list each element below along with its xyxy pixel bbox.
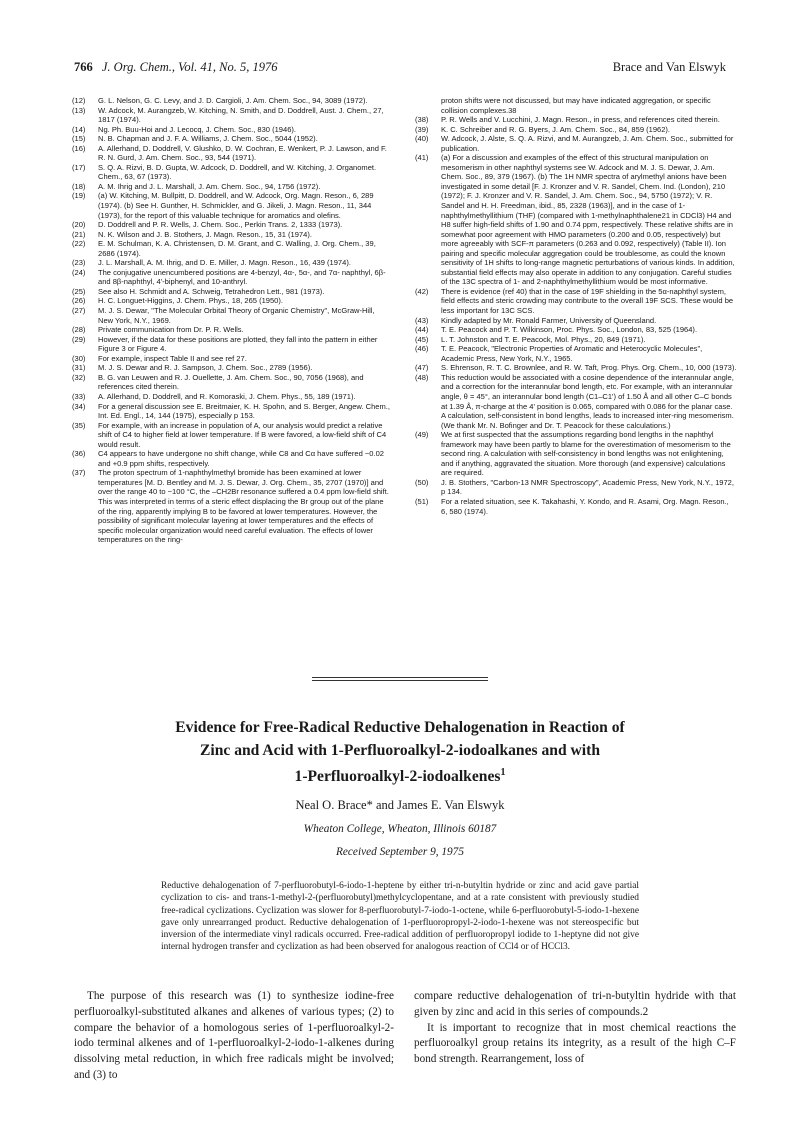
reference-text: S. Q. A. Rizvi, B. D. Gupta, W. Adcock, D. Doddrell, and W. Kitching, J. Organomet. Chem., 63, 67 (1973).: [98, 162, 377, 182]
reference-number: (16): [72, 143, 86, 153]
reference-text: J. B. Stothers, "Carbon-13 NMR Spectroscopy", Academic Press, New York, N.Y., 1972, p 134.: [441, 477, 734, 497]
reference-item: [415, 115, 737, 125]
references-left-column: [72, 96, 390, 545]
reference-text: S. Ehrenson, R. T. C. Brownlee, and R. W. Taft, Prog. Phys. Org. Chem., 10, 000 (1973).: [441, 363, 737, 373]
reference-text: Ng. Ph. Buu-Hoi and J. Lecocq, J. Chem. Soc., 830 (1946).: [98, 124, 296, 134]
reference-item: [72, 230, 390, 240]
reference-item: [72, 106, 390, 125]
reference-number: (41): [415, 153, 429, 163]
reference-text: The conjugative unencumbered positions are 4-benzyl, 4α-, 5α-, and 7α- naphthyl, 6β- and 8β-naphthyl, 4'-biphenyl, and 10-anthryl.: [98, 267, 386, 287]
title-footnote-mark: 1: [500, 767, 506, 778]
reference-item: [72, 449, 390, 468]
reference-number: (43): [415, 315, 429, 325]
reference-item: [415, 125, 737, 135]
reference-item: [72, 354, 390, 364]
reference-text: M. J. S. Dewar, "The Molecular Orbital Theory of Organic Chemistry", McGraw-Hill, New York, N.Y., 1969.: [98, 306, 375, 325]
reference-number: (49): [415, 430, 429, 440]
reference-item: [72, 182, 390, 192]
reference-text: For a general discussion see E. Breitmaier, K. H. Spohn, and S. Berger, Angew. Chem., Int. Ed. Engl., 14, 144 (1975), especially p 153.: [98, 401, 390, 421]
abstract: Reductive dehalogenation of 7-perfluorobutyl-6-iodo-1-heptene by either tri-n-butyltin hydride or zinc and acid gave partial cyclization to cis- and trans-1-methyl-2-(perfluorobutyl)methylcyclopentane, and at a rate consistent with previously studied free-radical cyclizations. Cyclization was slower for 8-perfluorobutyl-7-iodo-1-octene, while 6-perfluorobutyl-5-iodo-1-hexene gave only unrearranged product. Reductive dehalogenation of 1-perfluoropropyl-2-iodo-1-hexene was not stereospecific but inversion of the intermediate vinyl radicals occurred. Free-radical addition of perfluoropropyl iodide to 1-heptyne did not give internal hydrogen transfer and cyclization as had been observed for analogous reaction of CCl4 or of HCCl3.: [161, 881, 639, 953]
reference-text: Private communication from Dr. P. R. Wells.: [98, 325, 244, 335]
reference-text: For example, inspect Table II and see ref 27.: [98, 353, 247, 363]
reference-text: However, if the data for these positions are plotted, they fall into the pattern in either Figure 3 or Figure 4.: [98, 334, 378, 354]
reference-number: (46): [415, 344, 429, 354]
reference-number: (31): [72, 363, 86, 373]
reference-item: [72, 96, 390, 106]
reference-text: W. Adcock, M. Aurangzeb, W. Kitching, N. Smith, and D. Doddrell, Aust. J. Chem., 27, 1817 (1974).: [98, 105, 384, 125]
reference-text: (a) W. Kitching, M. Bullpitt, D. Doddrell, and W. Adcock, Org. Magn. Reson., 6, 289 (1974). (b) See H. Gunther, H. Schmickler, and G. Jikeli, J. Magn. Reson., 11, 344 (1973), for the report of this valuable technique for aromatics and olefins.: [98, 191, 374, 220]
reference-text: B. G. van Leuwen and R. J. Ouellette, J. Am. Chem. Soc., 90, 7056 (1968), and references cited therein.: [98, 372, 364, 392]
reference-item: [72, 239, 390, 258]
reference-item: [415, 497, 737, 516]
reference-text: A. Allerhand, D. Doddrell, and R. Komoraski, J. Chem. Phys., 55, 189 (1971).: [98, 391, 356, 401]
reference-item: [72, 421, 390, 450]
reference-text: This reduction would be associated with a cosine dependence of the interannular angle, and a correction for the interannular bond length, etc. For example, with an interannular angle, θ = 45°, an interannular bond length (C1–C1') of 1.50 Å and all other C–C bonds at 1.39 Å, π-charge at the 4' position is 0.065, compared with 0.086 for the planar case. A calculation, self-consistent in bond lengths, leads to increased inter-ring mesomerism. (We thank Mr. N. Bofinger and Dr. T. Peacock for these calculations.): [441, 372, 734, 430]
received-date: Received September 9, 1975: [336, 846, 464, 858]
reference-text: D. Doddrell and P. R. Wells, J. Chem. Soc., Perkin Trans. 2, 1333 (1973).: [98, 220, 343, 230]
reference-text: The proton spectrum of 1-naphthylmethyl bromide has been examined at lower temperatures [M. D. Bentley and M. J. S. Dewar, J. Org. Chem., 35, 2707 (1970)] and over the range 40 to −100 °C, the –CH2Br resonance suffered a 0.4 ppm low-field shift. This was interpreted in terms of a steric effect displacing the Br group out of the plane of the ring, apparently implying B to be favored at lower temperatures. However, the possibility of significant molecular layering at lower temperatures and the effects of specific molecular organization would need careful evaluation. The effects of lower temperatures on the ring-: [98, 468, 389, 545]
reference-number: (21): [72, 229, 86, 239]
reference-text: P. R. Wells and V. Lucchini, J. Magn. Reson., in press, and references cited therein.: [441, 115, 720, 125]
reference-text: For example, with an increase in population of A, our analysis would predict a relative shift of C4 to higher field at lower temperature. If B were favored, a low-field shift of C4 would result.: [98, 420, 387, 449]
title-line: Evidence for Free-Radical Reductive Dehalogenation in Reaction of: [175, 719, 625, 736]
reference-item: [415, 153, 737, 287]
reference-number: (34): [72, 401, 86, 411]
reference-item: [415, 316, 737, 326]
reference-item: [415, 478, 737, 497]
reference-number: (22): [72, 239, 86, 249]
reference-number: (29): [72, 334, 86, 344]
reference-text: W. Adcock, J. Alste, S. Q. A. Rizvi, and M. Aurangzeb, J. Am. Chem. Soc., submitted for publication.: [441, 134, 734, 153]
reference-text: For a related situation, see K. Takahashi, Y. Kondo, and R. Asami, Org. Magn. Reson., 6, 580 (1974).: [441, 496, 729, 516]
reference-text: N. K. Wilson and J. B. Stothers, J. Magn. Reson., 15, 31 (1974).: [98, 229, 312, 239]
body-paragraph: compare reductive dehalogenation of tri-n-butyltin hydride with that given by zinc and acid in this series of compounds.2: [414, 990, 736, 1018]
reference-item: [72, 163, 390, 182]
reference-number: (45): [415, 334, 429, 344]
reference-text: E. M. Schulman, K. A. Christensen, D. M. Grant, and C. Walling, J. Org. Chem., 39, 2686 (1974).: [98, 239, 376, 258]
reference-item: [72, 325, 390, 335]
reference-number: (38): [415, 115, 429, 125]
reference-number: (32): [72, 372, 86, 382]
reference-number: (39): [415, 124, 429, 134]
reference-text: J. L. Marshall, A. M. Ihrig, and D. E. Miller, J. Magn. Reson., 16, 439 (1974).: [98, 258, 351, 268]
reference-number: (33): [72, 391, 86, 401]
reference-number: (42): [415, 286, 429, 296]
reference-number: (35): [72, 420, 86, 430]
running-head-authors: Brace and Van Elswyk: [612, 60, 726, 74]
reference-number: (44): [415, 325, 429, 335]
body-column-left: [74, 989, 394, 1084]
journal-citation: J. Org. Chem., Vol. 41, No. 5, 1976: [101, 60, 278, 74]
reference-item: [415, 96, 737, 115]
reference-text: N. B. Chapman and J. F. A. Williams, J. Chem. Soc., 5044 (1952).: [98, 134, 318, 144]
reference-text: L. T. Johnston and T. E. Peacock, Mol. Phys., 20, 849 (1971).: [441, 334, 646, 344]
reference-text: We at first suspected that the assumptions regarding bond lengths in the naphthyl framework may have been partly to blame for the overestimation of mesomerism to the second ring. A calculation with self-consistency in bond lengths was not enlightening, and if anything, aggravated the situation. More thorough (and expensive) calculations are required.: [441, 430, 731, 478]
reference-text: A. M. Ihrig and J. L. Marshall, J. Am. Chem. Soc., 94, 1756 (1972).: [98, 181, 321, 191]
reference-number: (37): [72, 468, 86, 478]
reference-item: [72, 268, 390, 287]
reference-text: There is evidence (ref 40) that in the case of 19F shielding in the 5α-naphthyl system, field effects and steric crowding may contribute to the overall 19F SCS. These would be less important for 13C SCS.: [441, 286, 734, 316]
body-paragraph: It is important to recognize that in most chemical reactions the perfluoroalkyl group retains its integrity, as a result of the high C–F bond strength. Rearrangement, loss of: [414, 1021, 736, 1066]
reference-item: [415, 344, 737, 363]
reference-number: (26): [72, 296, 86, 306]
reference-text: T. E. Peacock, "Electronic Properties of Aromatic and Heterocyclic Molecules", Academic Press, New York, N.Y., 1965.: [441, 344, 703, 363]
body-paragraph: The purpose of this research was (1) to synthesize iodine-free perfluoroalkyl-substituted alkanes and alkenes of various types; (2) to compare the behavior of a homologous series of 1-perfluoroalkyl-2-iodo terminal alkenes and of 1-perfluoroalkyl-2-iodo-1-alkenes during dissolving metal reduction, in which free radicals might be involved; and (3) to: [74, 990, 394, 1081]
page-number: 766: [74, 60, 93, 74]
article-authors: Neal O. Brace* and James E. Van Elswyk: [295, 798, 505, 812]
reference-number: (47): [415, 363, 429, 373]
reference-number: (17): [72, 162, 86, 172]
reference-item: [415, 325, 737, 335]
reference-text: H. C. Longuet-Higgins, J. Chem. Phys., 18, 265 (1950).: [98, 296, 283, 306]
reference-number: (14): [72, 124, 86, 134]
reference-number: (36): [72, 449, 86, 459]
reference-number: (15): [72, 134, 86, 144]
reference-number: (18): [72, 181, 86, 191]
reference-number: (24): [72, 267, 86, 277]
reference-item: [72, 468, 390, 544]
reference-number: (12): [72, 96, 86, 105]
reference-item: [72, 134, 390, 144]
reference-item: [72, 392, 390, 402]
reference-number: (30): [72, 353, 86, 363]
reference-number: (40): [415, 134, 429, 144]
reference-item: [415, 335, 737, 345]
reference-item: [72, 220, 390, 230]
reference-number: (20): [72, 220, 86, 230]
reference-item: [72, 296, 390, 306]
reference-text: T. E. Peacock and P. T. Wilkinson, Proc. Phys. Soc., London, 83, 525 (1964).: [441, 325, 698, 335]
reference-text: proton shifts were not discussed, but may have indicated aggregation, or specific collision complexes.38: [441, 96, 711, 115]
reference-item: [415, 373, 737, 430]
section-divider-top: [312, 677, 488, 678]
reference-item: [415, 287, 737, 316]
reference-text: A. Allerhand, D. Doddrell, V. Glushko, D. W. Cochran, E. Wenkert, P. J. Lawson, and F. R. N. Gurd, J. Am. Chem. Soc., 93, 544 (1971).: [98, 143, 387, 163]
reference-number: (13): [72, 105, 86, 115]
reference-item: [415, 363, 737, 373]
article-title: [80, 717, 720, 789]
reference-number: (25): [72, 286, 86, 296]
reference-text: K. C. Schreiber and R. G. Byers, J. Am. Chem. Soc., 84, 859 (1962).: [441, 124, 671, 134]
reference-item: [72, 125, 390, 135]
section-divider-bottom: [312, 680, 488, 681]
reference-number: (27): [72, 306, 86, 316]
running-head-left: [74, 60, 277, 75]
title-line: Zinc and Acid with 1-Perfluoroalkyl-2-iodoalkanes and with: [199, 741, 600, 759]
running-head: [74, 60, 726, 76]
reference-item: [415, 134, 737, 153]
reference-text: Kindly adapted by Mr. Ronald Farmer, University of Queensland.: [441, 315, 657, 325]
reference-number: (48): [415, 372, 429, 382]
reference-number: (23): [72, 258, 86, 268]
reference-item: [72, 363, 390, 373]
reference-item: [72, 373, 390, 392]
title-line: [80, 762, 720, 789]
body-column-right: [414, 989, 736, 1068]
reference-text: C4 appears to have undergone no shift change, while C8 and Cα have suffered −0.02 and +0.9 ppm shifts, respectively.: [98, 449, 384, 468]
reference-item: [415, 430, 737, 478]
reference-item: [72, 287, 390, 297]
reference-text: See also H. Schmidt and A. Schweig, Tetrahedron Lett., 981 (1973).: [98, 286, 325, 296]
reference-text: M. J. S. Dewar and R. J. Sampson, J. Chem. Soc., 2789 (1956).: [98, 363, 313, 373]
reference-item: [72, 306, 390, 325]
reference-number: (50): [415, 477, 429, 487]
author-affiliation: Wheaton College, Wheaton, Illinois 60187: [303, 823, 497, 835]
reference-item: [72, 144, 390, 163]
reference-item: [72, 258, 390, 268]
reference-number: (28): [72, 325, 86, 335]
reference-item: [72, 335, 390, 354]
references-right-column: [415, 96, 737, 516]
reference-item: [72, 191, 390, 220]
reference-item: [72, 402, 390, 421]
reference-text: G. L. Nelson, G. C. Levy, and J. D. Cargioli, J. Am. Chem. Soc., 94, 3089 (1972).: [98, 96, 368, 105]
reference-text: (a) For a discussion and examples of the effect of this structural manipulation on mesomerism in other naphthyl systems see W. Adcock and M. J. S. Dewar, J. Am. Chem. Soc., 89, 379 (1967). (b) The 1H NMR spectra of arylmethyl anions have been investigated in some detail [F. J. Kronzer and V. R. Sandel, Chem. Ind. (London), 210 (1972); F. J. Kronzer and V. R. Sandel, J. Am. Chem. Soc., 94, 5750 (1972); V. R. Sandel and H. H. Freedman, ibid., 85, 2328 (1963)], and in the case of 1-naphthylmethyllithium (THF) (compared with 1-methylnaphthalene21 in CDCl3) H4 and H8 suffer high-field shifts of 1.90 and 0.74 ppm, respectively. These relative shifts are in somewhat poor agreement with HMO parameters (0.200 and 0.05, respectively) but more agreeably with SCF-π parameters (0.263 and 0.092, respectively) (Table II). Ion pairing and specific molecular aggregation could be troublesome, as could the known sensitivity of 1H shifts to long-range magnetic perturbations of various kinds. In addition, substantial field effects may also operate in addition to any conjugation. Careful studies of the 13C spectra of 1- and 2-naphthylmethyllithium would be most informative.: [441, 153, 735, 287]
reference-number: (19): [72, 191, 86, 201]
reference-number: (51): [415, 496, 429, 506]
title-line-text: 1-Perfluoroalkyl-2-iodoalkenes: [294, 768, 501, 786]
